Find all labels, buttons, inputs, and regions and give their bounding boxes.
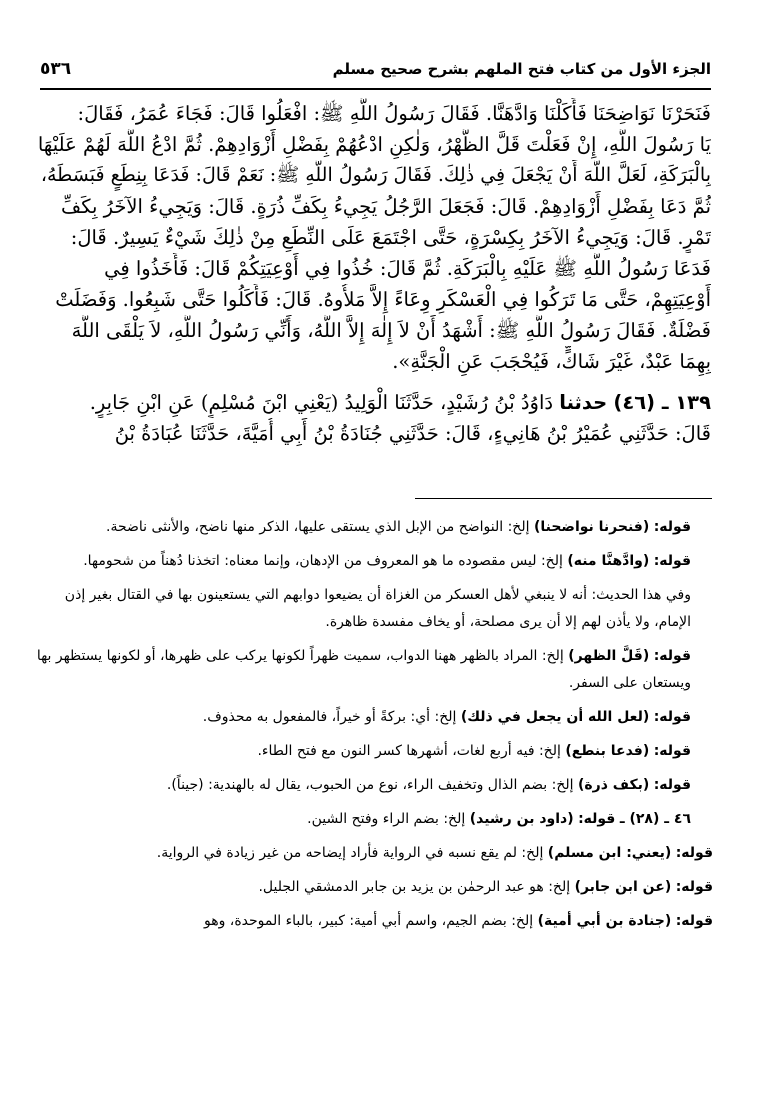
note-label: قوله: <box>675 879 713 895</box>
hadith-intro: حدثنا <box>559 391 608 414</box>
note-ref: (لعل الله أن يجعل في ذلك) <box>460 709 650 725</box>
note-label: قوله: <box>653 553 691 569</box>
note-label: قوله: <box>653 648 691 664</box>
text-line: فَدَعَا رَسُولُ اللَّهِ ﷺ عَلَيْهِ بِالْبَرَكَةِ. ثُمَّ قَالَ: خُذُوا فِي أَوْعِيَتِكُمْ قَالَ: فَأَخَذُوا فِي <box>104 257 711 280</box>
note <box>36 874 713 901</box>
note-ref: (فدعا بنطع) <box>565 743 650 759</box>
note-label: قوله: <box>578 811 616 827</box>
text-line: تَمْرٍ. قَالَ: وَيَجِيءُ الآخَرُ بِكِسْرَةٍ، حَتَّى اجْتَمَعَ عَلَى النِّطَعِ مِنْ ذٰلِكَ شَيْءٌ يَسِيرٌ. قَالَ: <box>70 226 711 249</box>
note-label: قوله: <box>675 845 713 861</box>
text-line: قَالَ: حَدَّثَنِي عُمَيْرُ بْنُ هَانِيءٍ، قَالَ: حَدَّثَنِي جُنَادَةُ بْنُ أَبِي أُمَيَّةَ، حَدَّثَنَا عُبَادَةُ بْنُ <box>114 422 711 445</box>
text-line: فَضْلَةٌ. فَقَالَ رَسُولُ اللَّهِ ﷺ: أَشْهَدُ أَنْ لاَ إِلٰهَ إِلاَّ اللَّهُ، وَأَنِّي رَسُولُ اللَّهِ، لاَ يَلْقَى اللَّهَ <box>71 319 711 342</box>
hadith-chain: دَاوُدُ بْنُ رُشَيْدٍ، حَدَّثَنَا الْوَلِيدُ (يَعْنِي ابْنَ مُسْلِمٍ) عَنِ ابْنِ جَابِرٍ. <box>89 391 554 414</box>
note <box>36 738 713 765</box>
footnote-divider <box>415 498 712 499</box>
note <box>36 840 713 867</box>
note-text: إلخ: بضم الراء وفتح الشين. <box>307 811 470 827</box>
note-text: إلخ: المراد بالظهر ههنا الدواب، سميت ظهراً لكونها يركب على ظهرها، أو لكونها يستظهر بها ويستعان على السفر. <box>36 648 691 691</box>
running-title: الجزء الأول من كتاب فتح الملهم بشرح صحيح مسلم <box>332 60 711 78</box>
note-text: إلخ: فيه أربع لغات، أشهرها كسر النون مع فتح الطاء. <box>257 743 566 759</box>
note-text: إلخ: هو عبد الرحمٰن بن يزيد بن جابر الدمشقي الجليل. <box>258 879 575 895</box>
note-label: قوله: <box>653 519 691 535</box>
note <box>36 772 713 799</box>
note-text: وفي هذا الحديث: أنه لا ينبغي لأهل العسكر من الغزاة أن يضيعوا دوابهم التي يستعينون بها في القتال بغير إذن الإمام، ولا يأذن لهم إلا أن يرى مصلحة، أو يخاف مفسدة ظاهرة. <box>64 587 691 630</box>
page-number: ٥٣٦ <box>40 59 72 79</box>
note-text: إلخ: النواضح من الإبل الذي يستقى عليها، الذكر منها ناضح، والأنثى ناضحة. <box>106 519 534 535</box>
note-text: إلخ: لم يقع نسبه في الرواية فأراد إيضاحه من غير زيادة في الرواية. <box>156 845 548 861</box>
text-line: أَوْعِيَتِهِمْ، حَتَّى مَا تَرَكُوا فِي الْعَسْكَرِ وِعَاءً إِلاَّ مَلأُوهُ. قَالَ: فَأَكَلُوا حَتَّى شَبِعُوا. وَفَضَلَتْ <box>55 288 711 311</box>
note <box>36 582 713 636</box>
hadith-number: ١٣٩ ـ (٤٦) <box>613 391 711 414</box>
text-line: ثُمَّ دَعَا بِفَضْلِ أَزْوَادِهِمْ. قَالَ: فَجَعَلَ الرَّجُلُ يَجِيءُ بِكَفِّ ذُرَةٍ. قَالَ: وَيَجِيءُ الآخَرُ بِكَفِّ <box>61 195 711 218</box>
commentary-notes <box>36 514 713 942</box>
note-text: إلخ: أي: بركةً أو خيراً، فالمفعول به محذوف. <box>202 709 461 725</box>
note-number: ٤٦ ـ (٢٨) ـ <box>619 811 691 827</box>
note <box>36 514 713 541</box>
text-line: فَنَحَرْنَا نَوَاضِحَنَا فَأَكَلْنَا وَادَّهَنَّا. فَقَالَ رَسُولُ اللَّهِ ﷺ: افْعَلُوا قَالَ: فَجَاءَ عُمَرُ، فَقَالَ: <box>77 102 711 125</box>
note <box>36 908 713 935</box>
note-text: إلخ: بضم الجيم، واسم أبي أمية: كبير، بالباء الموحدة، وهو <box>203 913 538 929</box>
note-label: قوله: <box>653 743 691 759</box>
note-ref: (جنادة بن أبي أمية) <box>537 913 672 929</box>
note-ref: (داود بن رشيد) <box>469 811 574 827</box>
text-line: يَا رَسُولَ اللَّهِ، إِنْ فَعَلْتَ قَلَّ الظَّهْرُ، وَلٰكِنِ ادْعُهُمْ بِفَضْلِ أَزْوَادِهِمْ. ثُمَّ ادْعُ اللَّهَ لَهُمْ عَلَيْهَا <box>37 133 711 156</box>
note-ref: (عن ابن جابر) <box>574 879 672 895</box>
text-line: بِالْبَرَكَةِ، لَعَلَّ اللَّهَ أَنْ يَجْعَلَ فِي ذٰلِكَ. فَقَالَ رَسُولُ اللَّهِ ﷺ: نَعَمْ قَالَ: فَدَعَا بِنِطَعٍ فَبَسَطَهُ، <box>40 164 711 186</box>
page-header <box>40 50 711 90</box>
note-ref: (فنحرنا نواضحنا) <box>533 519 650 535</box>
note-ref: (يعني: ابن مسلم) <box>547 845 672 861</box>
note <box>36 548 713 575</box>
note-label: قوله: <box>653 709 691 725</box>
note <box>36 806 713 833</box>
note-ref: (قَلَّ الظهر) <box>568 648 650 664</box>
note-text: إلخ: ليس مقصوده ما هو المعروف من الإدهان، وإنما معناه: اتخذنا دُهناً من شحومها. <box>83 553 568 569</box>
note-ref: (وادَّهنَّا منه) <box>567 553 650 569</box>
note <box>36 643 713 697</box>
note-text: إلخ: بضم الذال وتخفيف الراء، نوع من الحبوب، يقال له بالهندية: (جيناً). <box>166 777 578 793</box>
hadith-text <box>36 98 711 449</box>
note-label: قوله: <box>675 913 713 929</box>
text-line: بِهِمَا عَبْدٌ، غَيْرَ شَاكٍّ، فَيُحْجَبَ عَنِ الْجَنَّةِ». <box>392 350 711 373</box>
note <box>36 704 713 731</box>
note-ref: (بكف ذرة) <box>577 777 650 793</box>
note-label: قوله: <box>653 777 691 793</box>
hadith-heading-line <box>36 387 711 418</box>
